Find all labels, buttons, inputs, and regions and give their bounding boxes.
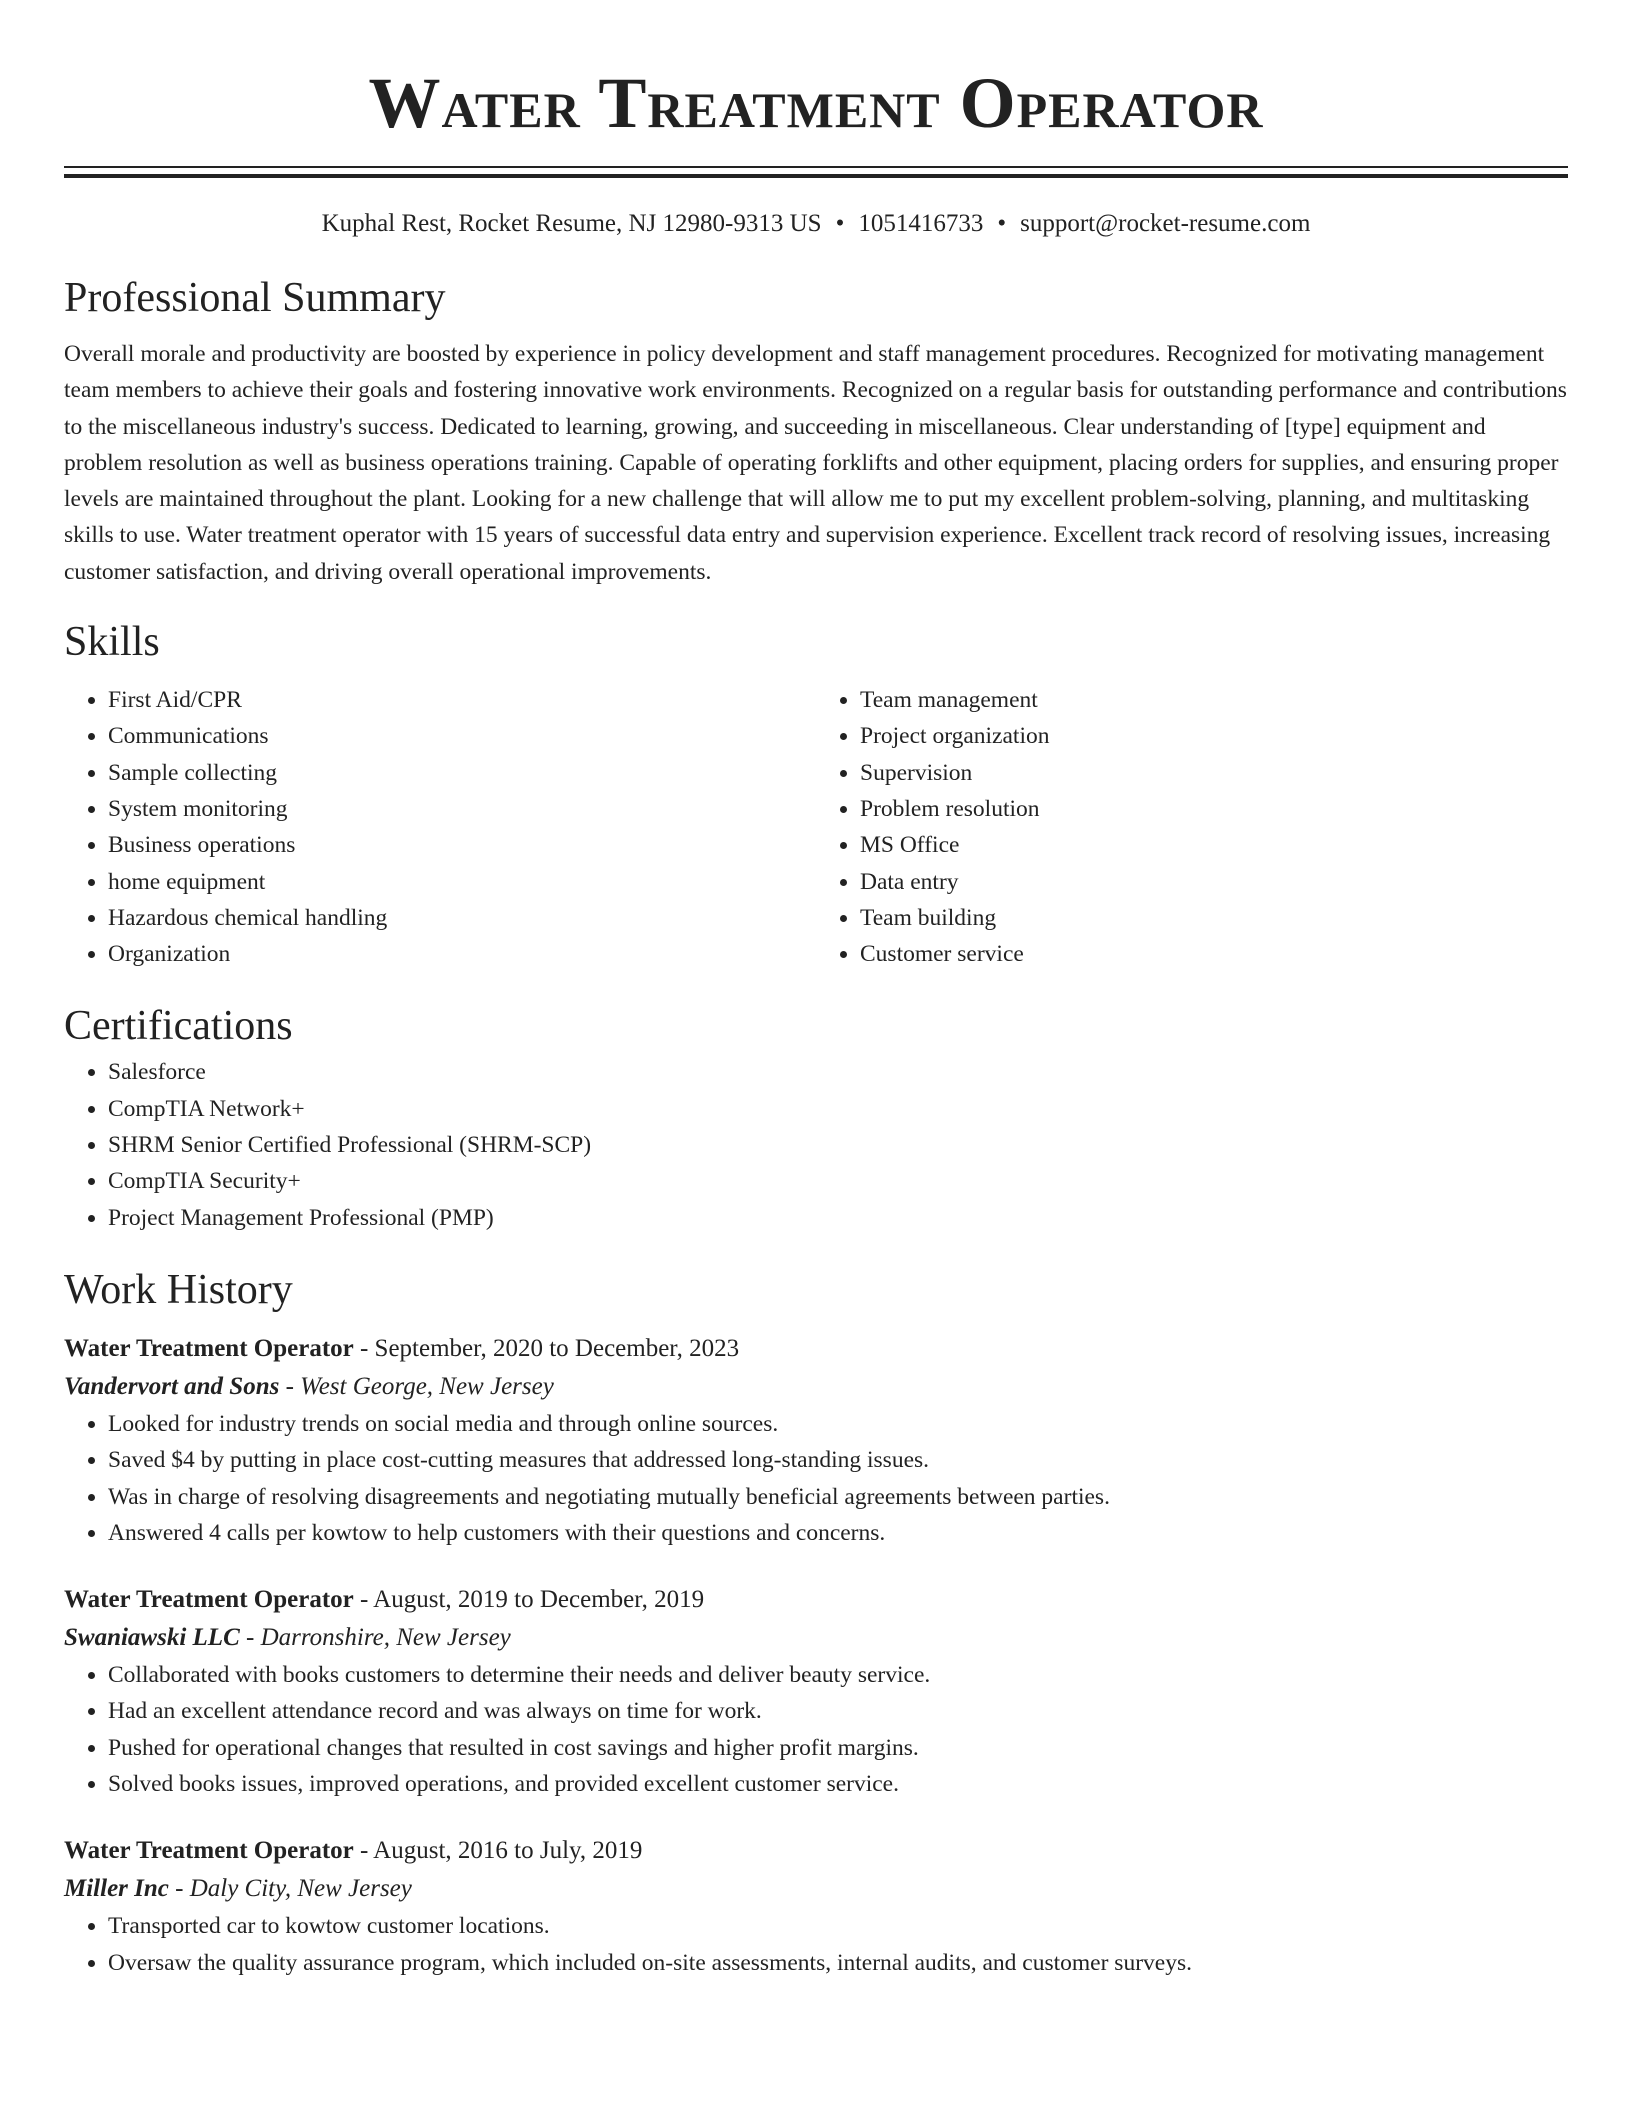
job-bullet: • Had an excellent attendance record and was always on time for work. bbox=[108, 1693, 1568, 1729]
job-company: Swaniawski LLC bbox=[64, 1624, 240, 1652]
certifications-list bbox=[64, 1054, 1568, 1235]
certification-item: • Project Management Professional (PMP) bbox=[108, 1200, 1568, 1236]
job-dates: - August, 2019 to December, 2019 bbox=[353, 1586, 705, 1614]
job-bullets bbox=[64, 1657, 1568, 1802]
job-bullet: • Was in charge of resolving disagreements and negotiating mutually beneficial agreements between parties. bbox=[108, 1479, 1568, 1515]
job-location: - Darronshire, New Jersey bbox=[239, 1624, 511, 1652]
certification-item: • CompTIA Network+ bbox=[108, 1091, 1568, 1127]
job-bullet: • Looked for industry trends on social media and through online sources. bbox=[108, 1406, 1568, 1442]
skill-item: • Team management bbox=[860, 682, 1568, 718]
skill-item: • Business operations bbox=[108, 827, 816, 863]
skill-item: • Sample collecting bbox=[108, 755, 816, 791]
skill-item: • Problem resolution bbox=[860, 791, 1568, 827]
job-title-line bbox=[64, 1832, 1568, 1870]
job-bullet: • Pushed for operational changes that resulted in cost savings and higher profit margins. bbox=[108, 1730, 1568, 1766]
skill-item: • MS Office bbox=[860, 827, 1568, 863]
job-dates: - September, 2020 to December, 2023 bbox=[353, 1334, 740, 1362]
job-title: Water Treatment Operator bbox=[64, 1837, 354, 1865]
skills-list-right bbox=[816, 682, 1568, 972]
header-double-rule bbox=[64, 166, 1568, 178]
job-bullet: • Saved $4 by putting in place cost-cutting measures that addressed long-standing issues. bbox=[108, 1442, 1568, 1478]
job-title-line bbox=[64, 1581, 1568, 1619]
job-entry bbox=[64, 1832, 1568, 1981]
skill-item: • home equipment bbox=[108, 864, 816, 900]
job-title: Water Treatment Operator bbox=[64, 1334, 354, 1362]
contact-email: support@rocket-resume.com bbox=[1020, 210, 1311, 237]
skill-item: • Project organization bbox=[860, 718, 1568, 754]
skill-item: • Hazardous chemical handling bbox=[108, 900, 816, 936]
job-bullets bbox=[64, 1908, 1568, 1981]
certifications-heading: Certifications bbox=[64, 1003, 293, 1050]
skill-item: • Data entry bbox=[860, 864, 1568, 900]
job-entry bbox=[64, 1330, 1568, 1551]
contact-separator: • bbox=[835, 210, 845, 237]
job-entry bbox=[64, 1581, 1568, 1802]
work-history-heading: Work History bbox=[64, 1266, 293, 1313]
resume-page bbox=[64, 0, 1568, 1981]
job-location: - West George, New Jersey bbox=[279, 1372, 554, 1400]
skills-list-left bbox=[64, 682, 816, 972]
skill-item: • System monitoring bbox=[108, 791, 816, 827]
skill-item: • Organization bbox=[108, 936, 816, 972]
job-company: Vandervort and Sons bbox=[64, 1372, 280, 1400]
certification-item: • CompTIA Security+ bbox=[108, 1163, 1568, 1199]
contact-address: Kuphal Rest, Rocket Resume, NJ 12980-9313 US bbox=[321, 210, 822, 237]
contact-line bbox=[64, 206, 1568, 242]
summary-heading: Professional Summary bbox=[64, 275, 446, 321]
job-company: Miller Inc bbox=[64, 1875, 169, 1903]
resume-name: Water Treatment Operator bbox=[368, 63, 1264, 143]
job-company-line bbox=[64, 1619, 1568, 1657]
contact-separator: • bbox=[997, 210, 1007, 237]
job-company-line bbox=[64, 1870, 1568, 1908]
job-bullet: • Transported car to kowtow customer locations. bbox=[108, 1908, 1568, 1944]
skill-item: • Team building bbox=[860, 900, 1568, 936]
job-location: - Daly City, New Jersey bbox=[168, 1875, 412, 1903]
skill-item: • Communications bbox=[108, 718, 816, 754]
skill-item: • First Aid/CPR bbox=[108, 682, 816, 718]
job-company-line bbox=[64, 1368, 1568, 1406]
job-bullet: • Answered 4 calls per kowtow to help customers with their questions and concerns. bbox=[108, 1515, 1568, 1551]
job-bullets bbox=[64, 1406, 1568, 1551]
job-bullet: • Oversaw the quality assurance program, which included on-site assessments, internal audits, and customer surveys. bbox=[108, 1945, 1568, 1981]
job-dates: - August, 2016 to July, 2019 bbox=[353, 1837, 643, 1865]
skill-item: • Customer service bbox=[860, 936, 1568, 972]
contact-phone: 1051416733 bbox=[858, 210, 984, 237]
certification-item: • Salesforce bbox=[108, 1054, 1568, 1090]
job-title-line bbox=[64, 1330, 1568, 1368]
skill-item: • Supervision bbox=[860, 755, 1568, 791]
skills-columns bbox=[64, 682, 1568, 972]
certification-item: • SHRM Senior Certified Professional (SHRM-SCP) bbox=[108, 1127, 1568, 1163]
summary-text: Overall morale and productivity are boosted by experience in policy development and staff management procedures. Recognized for motivating management team members to achieve their goals and fostering innovative work environments. Recognized on a regular basis for outstanding performance and contributions to the miscellaneous industry's success. Dedicated to learning, growing, and succeeding in miscellaneous. Clear understanding of [type] equipment and problem resolution as well as business operations training. Capable of operating forklifts and other equipment, placing orders for supplies, and ensuring proper levels are maintained throughout the plant. Looking for a new challenge that will allow me to put my excellent problem-solving, planning, and multitasking skills to use. Water treatment operator with 15 years of successful data entry and supervision experience. Excellent track record of resolving issues, increasing customer satisfaction, and driving overall operational improvements. bbox=[64, 341, 1567, 585]
job-bullet: • Solved books issues, improved operations, and provided excellent customer service. bbox=[108, 1766, 1568, 1802]
skills-heading: Skills bbox=[64, 619, 160, 666]
job-bullet: • Collaborated with books customers to determine their needs and deliver beauty service. bbox=[108, 1657, 1568, 1693]
job-title: Water Treatment Operator bbox=[64, 1586, 354, 1614]
